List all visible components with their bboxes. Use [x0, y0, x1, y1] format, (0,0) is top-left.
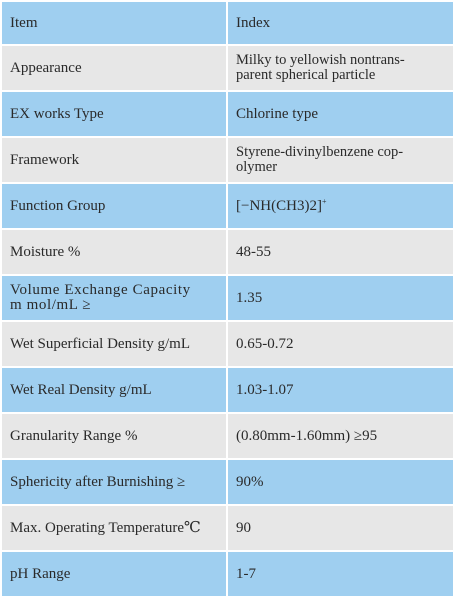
table-row — [1, 275, 453, 321]
table-header-row — [1, 1, 453, 45]
row-item: Wet Superficial Density g/mL — [1, 321, 227, 367]
table-row — [1, 137, 453, 183]
row-item: Volume Exchange Capacity m mol/mL ≥ — [1, 275, 227, 321]
row-index: 1-7 — [227, 551, 453, 597]
header-index: Index — [227, 1, 453, 45]
table-row — [1, 459, 453, 505]
row-index: 48-55 — [227, 229, 453, 275]
row-item: Function Group — [1, 183, 227, 229]
table-row — [1, 183, 453, 229]
table-row — [1, 229, 453, 275]
function-group-charge: + — [321, 196, 327, 206]
row-index: Chlorine type — [227, 91, 453, 137]
row-index: 0.65-0.72 — [227, 321, 453, 367]
table-row — [1, 91, 453, 137]
row-item: Max. Operating Temperature℃ — [1, 505, 227, 551]
row-item: Moisture % — [1, 229, 227, 275]
row-index: Milky to yellowish nontrans- parent spherical particle — [227, 45, 453, 91]
table-row — [1, 413, 453, 459]
row-index: 90 — [227, 505, 453, 551]
row-index: Styrene-divinylbenzene cop- olymer — [227, 137, 453, 183]
table-row — [1, 551, 453, 597]
row-item: pH Range — [1, 551, 227, 597]
row-item: Appearance — [1, 45, 227, 91]
row-index: 90% — [227, 459, 453, 505]
row-index: 1.35 — [227, 275, 453, 321]
row-index — [227, 183, 453, 229]
table-row — [1, 45, 453, 91]
table-row — [1, 367, 453, 413]
row-item: Framework — [1, 137, 227, 183]
row-item: EX works Type — [1, 91, 227, 137]
row-item: Granularity Range % — [1, 413, 227, 459]
function-group-formula: [−NH(CH3)2] — [236, 197, 322, 214]
row-index: (0.80mm-1.60mm) ≥95 — [227, 413, 453, 459]
row-item: Sphericity after Burnishing ≥ — [1, 459, 227, 505]
row-item: Wet Real Density g/mL — [1, 367, 227, 413]
table-row — [1, 321, 453, 367]
table-row — [1, 505, 453, 551]
row-index: 1.03-1.07 — [227, 367, 453, 413]
header-item: Item — [1, 1, 227, 45]
